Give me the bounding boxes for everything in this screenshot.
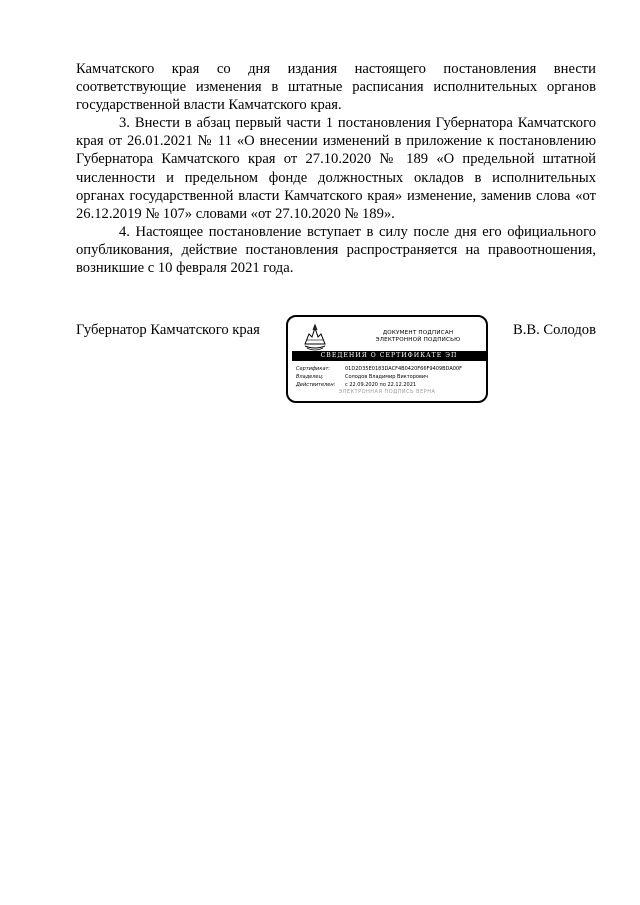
stamp-header-line: ЭЛЕКТРОННОЙ ПОДПИСЬЮ [375, 337, 461, 343]
certificate-details [296, 365, 486, 389]
owner-value: Солодов Владимир Викторович [345, 374, 429, 380]
stamp-banner: СВЕДЕНИЯ О СЕРТИФИКАТЕ ЭП [292, 351, 486, 361]
certificate-value: 01D2D35E0183DACF4B0420F66F9409BDA00F [345, 366, 462, 372]
owner-label: Владелец: [296, 374, 324, 380]
validity-row [296, 381, 486, 389]
paragraph-continuation: Камчатского края со дня издания настоящего постановления внести соответствующие изменения в штатные расписания исполнительных органов государственной власти Камчатского края. [76, 61, 596, 114]
paragraph-item-4: 4. Настоящее постановление вступает в силу после дня его официального опубликования, действие постановления распространяется на правоотношения, возникшие с 10 февраля 2021 года. [76, 223, 596, 277]
certificate-row [296, 365, 486, 373]
validity-label: Действителен: [296, 382, 336, 388]
paragraph-item-3: 3. Внести в абзац первый части 1 постановления Губернатора Камчатского края от 26.01.2021 № 11 «О внесении изменений в приложение к постановлению Губернатора Камчатского края от 27.10.2020 № 189 «О предельной штатной численности и предельном фонде должностных окладов в исполнительных органах государственной власти Камчатского края» изменение, заменив слова «от 26.12.2019 № 107» словами «от 27.10.2020 № 189». [76, 115, 596, 222]
document-body [76, 60, 596, 277]
owner-row [296, 373, 486, 381]
coat-of-arms-icon [302, 322, 328, 352]
signature-block [0, 315, 640, 415]
stamp-header-line: ДОКУМЕНТ ПОДПИСАН [382, 330, 454, 336]
validity-value: с 22.09.2020 по 22.12.2021 [345, 382, 417, 388]
signer-position: Губернатор Камчатского края [76, 322, 260, 338]
signer-name: В.В. Солодов [512, 322, 596, 338]
stamp-header [358, 330, 478, 344]
stamp-footer: ЭЛЕКТРОННАЯ ПОДПИСЬ ВЕРНА [338, 389, 436, 395]
electronic-signature-stamp [286, 315, 488, 403]
certificate-label: Сертификат: [296, 366, 331, 372]
